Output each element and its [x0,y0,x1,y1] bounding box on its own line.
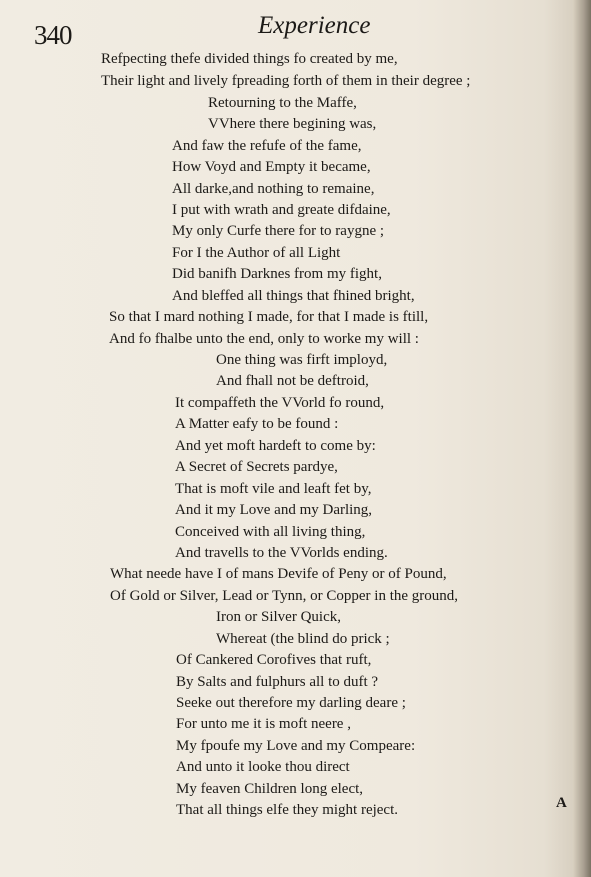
verse-line: So that I mard nothing I made, for that I made is ftill, [109,309,429,325]
verse-line: A Secret of Secrets pardye, [175,459,338,475]
verse-line: How Voyd and Empty it became, [172,159,371,175]
verse-line: VVhere there begining was, [208,116,377,132]
verse-line: And fo fhalbe unto the end, only to worke my will : [109,331,419,347]
verse-line: And fhall not be deftroid, [216,373,369,389]
verse-line: That all things elfe they might reject. [176,802,399,818]
verse-line: Of Gold or Silver, Lead or Tynn, or Copper in the ground, [110,588,459,604]
verse-line: Retourning to the Maffe, [208,95,357,111]
verse-line: Of Cankered Corofives that ruft, [176,652,372,668]
verse-line: A Matter eafy to be found : [175,416,339,432]
verse-line: All darke,and nothing to remaine, [172,181,375,197]
verse-line: And unto it looke thou direct [176,759,350,775]
verse-line: My only Curfe there for to raygne ; [172,223,385,239]
verse-line: Their light and lively fpreading forth of them in their degree ; [101,73,471,89]
verse-line: And bleffed all things that fhined bright, [172,288,415,304]
verse-line: I put with wrath and greate difdaine, [172,202,391,218]
verse-line: My feaven Children long elect, [176,781,364,797]
verse-line: For I the Author of all Light [172,245,341,261]
running-title: Experience [258,12,371,39]
verse-line: And it my Love and my Darling, [175,502,373,518]
verse-line: Seeke out therefore my darling deare ; [176,695,406,711]
verse-line: For unto me it is moft neere , [176,716,351,732]
verse-line: What neede have I of mans Devife of Peny or of Pound, [110,566,447,582]
verse-line: One thing was firft imployd, [216,352,388,368]
verse-line: By Salts and fulphurs all to duft ? [176,674,379,690]
verse-line: And faw the refufe of the fame, [172,138,362,154]
verse-line: It compaffeth the VVorld fo round, [175,395,385,411]
verse-line: Refpecting thefe divided things fo created by me, [101,51,398,67]
verse-line: Conceived with all living thing, [175,524,366,540]
page-number: 340 [34,20,72,50]
verse-line: That is moft vile and leaft fet by, [175,481,372,497]
verse-line: Iron or Silver Quick, [216,609,341,625]
verse-line: And yet moft hardeft to come by: [175,438,376,454]
verse-line: Whereat (the blind do prick ; [216,631,390,647]
verse-line: My fpoufe my Love and my Compeare: [176,738,416,754]
catchword: A [556,795,567,811]
verse-line: Did banifh Darknes from my fight, [172,266,382,282]
verse-line: And travells to the VVorlds ending. [175,545,388,561]
page-gutter-shadow [573,0,591,877]
